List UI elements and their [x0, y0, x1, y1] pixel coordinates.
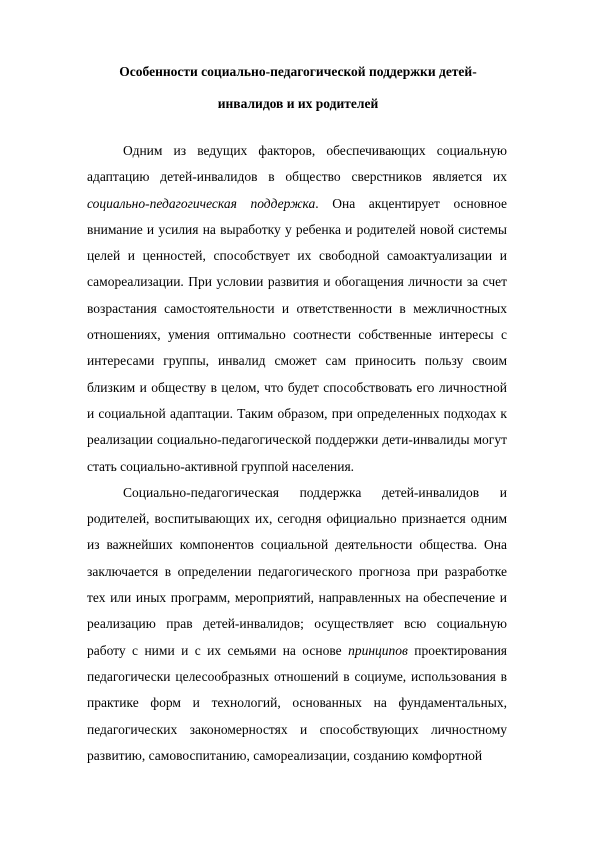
- document-title: Особенности социально-педагогической поддержки детей- инвалидов и их родителей: [119, 64, 477, 111]
- paragraph-1-emphasis: социально-педагогическая поддержка: [87, 195, 316, 211]
- paragraph-2: [87, 480, 507, 769]
- document-body: [87, 138, 507, 769]
- paragraph-2-emphasis: принципов: [348, 642, 408, 658]
- paragraph-1-text-end: . Она акцентирует основное внимание и усилия на выработку у ребенка и родителей новой системы целей и ценностей, способствует их свободной самоактуализации и самореализации. При условии развития и обогащения личности за счет возрастания самостоятельности и ответственности в межличностных отношениях, умения оптимально соотнести собственные интересы с интересами группы, инвалид сможет сам приносить пользу своим близким и обществу в целом, что будет способствовать его личностной и социальной адаптации. Таким образом, при определенных подходах к реализации социально-педагогической поддержки дети-инвалиды могут стать социально-активной группой населения.: [87, 195, 508, 474]
- paragraph-2-text-start: Социально-педагогическая поддержка детей-инвалидов и родителей, воспитывающих их, сегодня официально признается одним из важнейших компонентов социальной деятельности общества. Она заключается в определении педагогического прогноза при разработке тех или иных программ, мероприятий, направленных на обеспечение и реализацию прав детей-инвалидов; осуществляет всю социальную работу с ними и с их семьями на основе: [87, 484, 507, 658]
- paragraph-1-text-start: Одним из ведущих факторов, обеспечивающих социальную адаптацию детей-инвалидов в общество сверстников является их: [87, 143, 507, 185]
- paragraph-1: [87, 138, 507, 480]
- paragraph-2-text-end: проектирования педагогически целесообразных отношений в социуме, использования в практике форм и технологий, основанных на фундаментальных, педагогических закономерностях и способствующих личностному развитию, самовоспитанию, самореализации, созданию комфортной: [87, 642, 508, 763]
